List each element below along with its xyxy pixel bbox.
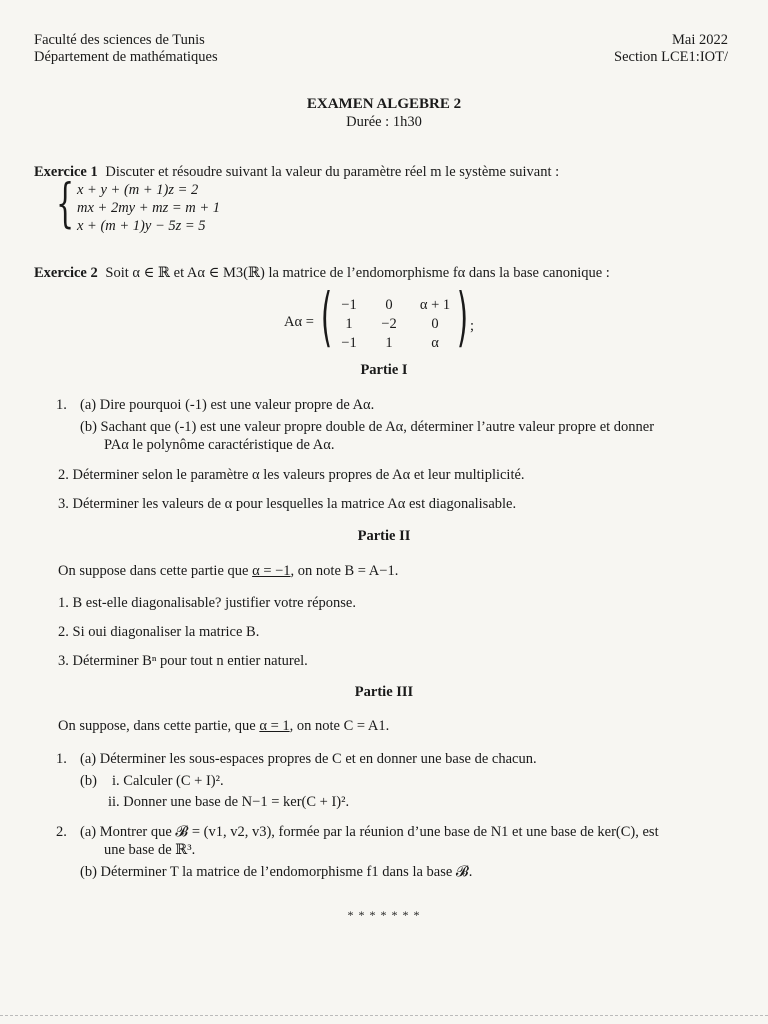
part1-title: Partie I — [360, 362, 408, 378]
exercise1-text: Discuter et résoudre suivant la valeur du paramètre réel m le système suivant : — [105, 164, 560, 180]
part2-q2: 2. Si oui diagonaliser la matrice B. — [58, 624, 260, 640]
part1-q3: 3. Déterminer les valeurs de α pour lesquelles la matrice Aα est diagonalisable. — [58, 496, 517, 512]
part3-q1-number: 1. — [56, 751, 67, 767]
exercise1-statement — [34, 164, 559, 181]
matrix-cell: −2 — [381, 316, 397, 332]
equation-1: x + y + (m + 1)z = 2 — [77, 182, 199, 198]
exercise1-label: Exercice 1 — [34, 164, 98, 180]
part2-intro-post: , on note B = A−1. — [290, 563, 399, 579]
department-name: Département de mathématiques — [34, 49, 218, 65]
matrix-cell: 1 — [385, 335, 393, 351]
part3-q1b-ii: ii. Donner une base de N−1 = ker(C + I)². — [108, 794, 350, 810]
part1-q1-number: 1. — [56, 397, 67, 413]
part2-q3: 3. Déterminer Bⁿ pour tout n entier naturel. — [58, 653, 308, 669]
part1-q1b-line1: (b) Sachant que (-1) est une valeur propre double de Aα, déterminer l’autre valeur propre et donner — [80, 419, 655, 435]
part3-q1b-label: (b) — [80, 773, 97, 789]
part3-q2b: (b) Déterminer T la matrice de l’endomorphisme f1 dans la base 𝓑. — [80, 864, 473, 880]
end-stars: * * * * * * * — [347, 908, 421, 922]
exam-date: Mai 2022 — [672, 32, 728, 48]
exercise2-statement — [34, 265, 610, 282]
matrix-label: Aα = — [284, 314, 314, 330]
system-brace: { — [56, 174, 75, 234]
exam-title: EXAMEN ALGEBRE 2 — [306, 96, 462, 112]
matrix-cell: α + 1 — [419, 297, 451, 313]
part3-q1b-i: i. Calculer (C + I)². — [112, 773, 224, 789]
part1-q2: 2. Déterminer selon le paramètre α les valeurs propres de Aα et leur multiplicité. — [58, 467, 525, 483]
matrix-cell: 0 — [385, 297, 393, 313]
header-right — [614, 32, 728, 66]
exercise2-label: Exercice 2 — [34, 265, 98, 281]
bottom-edge-line — [0, 1015, 768, 1016]
part3-intro-pre: On suppose, dans cette partie, que — [58, 718, 260, 734]
part3-alpha-value: α = 1 — [259, 718, 290, 734]
matrix-left-paren: ( — [320, 281, 333, 355]
matrix-right-paren: ) — [456, 281, 469, 355]
part1-q1a: (a) Dire pourquoi (-1) est une valeur propre de Aα. — [80, 397, 375, 413]
part3-title: Partie III — [354, 684, 414, 700]
part3-q2a-line1: (a) Montrer que 𝓑 = (v1, v2, v3), formée par la réunion d’une base de N1 et une base de ker(C), est — [80, 824, 659, 840]
part3-intro-post: , on note C = A1. — [289, 718, 390, 734]
matrix-suffix: ; — [470, 318, 475, 334]
header-left — [34, 32, 218, 66]
matrix-cell: α — [431, 335, 439, 351]
part3-q2-number: 2. — [56, 824, 67, 840]
part2-intro — [58, 563, 398, 580]
matrix-entries — [326, 297, 464, 352]
part2-q1: 1. B est-elle diagonalisable? justifier votre réponse. — [58, 595, 356, 611]
part1-q1b-line2: PAα le polynôme caractéristique de Aα. — [104, 437, 335, 453]
matrix-cell: −1 — [341, 297, 357, 313]
exam-duration: Durée : 1h30 — [346, 114, 422, 130]
matrix-cell: 1 — [345, 316, 353, 332]
equation-3: x + (m + 1)y − 5z = 5 — [77, 218, 206, 234]
part3-intro — [58, 718, 389, 735]
part3-q1a: (a) Déterminer les sous-espaces propres de C et en donner une base de chacun. — [80, 751, 537, 767]
part2-alpha-value: α = −1 — [252, 563, 291, 579]
exercise2-text: Soit α ∈ ℝ et Aα ∈ M3(ℝ) la matrice de l’endomorphisme fα dans la base canonique : — [105, 265, 610, 281]
matrix-cell: 0 — [431, 316, 439, 332]
faculty-name: Faculté des sciences de Tunis — [34, 32, 205, 48]
matrix-cell: −1 — [341, 335, 357, 351]
section-name: Section LCE1:IOT/ — [614, 49, 728, 65]
part2-intro-pre: On suppose dans cette partie que — [58, 563, 253, 579]
part3-q2a-line2: une base de ℝ³. — [104, 842, 196, 858]
part2-title: Partie II — [357, 528, 411, 544]
equation-2: mx + 2my + mz = m + 1 — [77, 200, 221, 216]
